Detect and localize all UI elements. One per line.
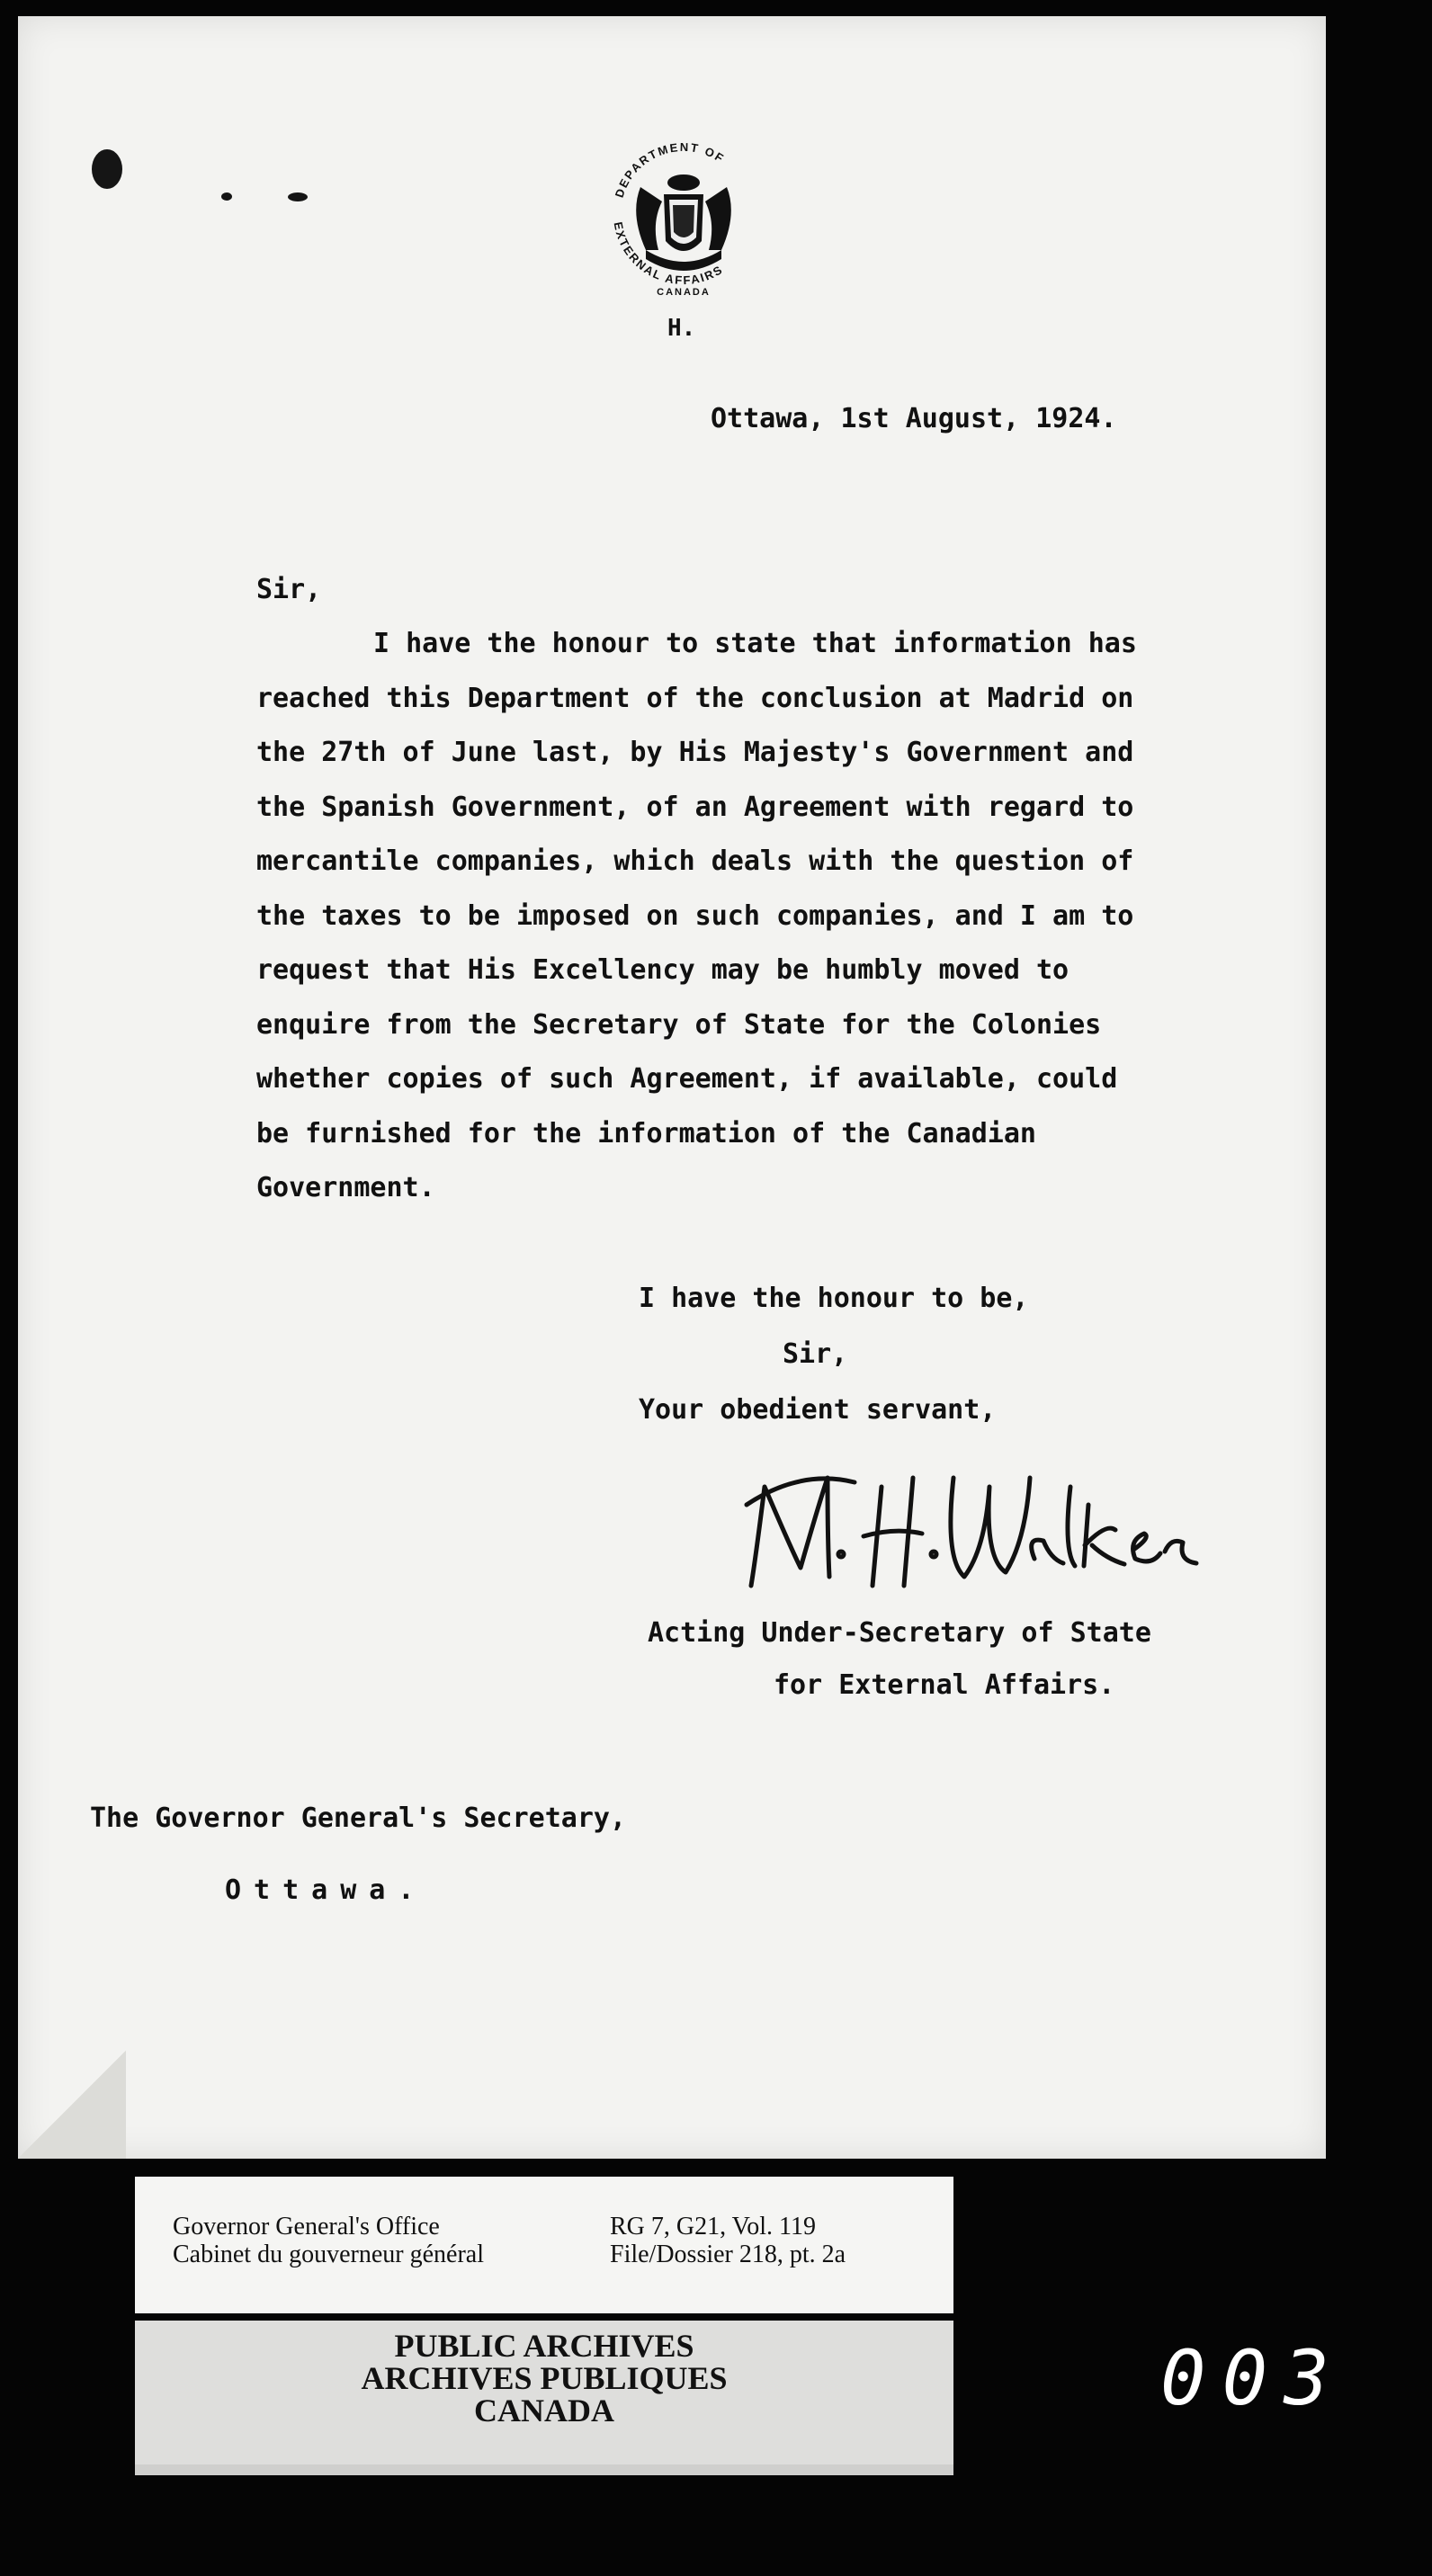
file-dossier: File/Dossier 218, pt. 2a bbox=[610, 2241, 846, 2268]
body-line: request that His Excellency may be humbly moved to bbox=[256, 954, 1070, 986]
office-fr: Cabinet du gouverneur général bbox=[173, 2241, 484, 2268]
archive-label bbox=[135, 2177, 953, 2313]
file-mark: H. bbox=[667, 315, 696, 342]
coat-of-arms-icon bbox=[594, 115, 774, 331]
department-crest bbox=[594, 115, 774, 342]
ink-speck bbox=[288, 192, 308, 201]
body-line: the 27th of June last, by His Majesty's Government and bbox=[256, 737, 1134, 768]
record-group: RG 7, G21, Vol. 119 bbox=[610, 2213, 816, 2241]
body-line: reached this Department of the conclusion at Madrid on bbox=[256, 682, 1134, 714]
office-column bbox=[173, 2213, 484, 2268]
archives-line: CANADA bbox=[474, 2393, 614, 2428]
signature-icon bbox=[729, 1451, 1214, 1604]
body-line: be furnished for the information of the Canadian bbox=[256, 1117, 1036, 1149]
frame-counter: 003 bbox=[1160, 2337, 1346, 2419]
ink-smudge bbox=[92, 149, 122, 189]
archives-stamp bbox=[135, 2321, 953, 2464]
svg-text:CANADA: CANADA bbox=[657, 287, 711, 298]
body-line: Government. bbox=[256, 1172, 435, 1203]
body-line: the Spanish Government, of an Agreement with regard to bbox=[256, 791, 1134, 823]
folded-corner bbox=[18, 2051, 126, 2159]
office-en: Governor General's Office bbox=[173, 2213, 440, 2241]
body-line: mercantile companies, which deals with the question of bbox=[256, 845, 1134, 877]
complimentary-close bbox=[639, 1271, 1028, 1438]
closing-line: Sir, bbox=[783, 1338, 848, 1370]
svg-text:EXTERNAL AFFAIRS: EXTERNAL AFFAIRS bbox=[611, 220, 726, 288]
body-line: I have the honour to state that information has bbox=[373, 628, 1137, 659]
signatory-title: Acting Under-Secretary of State bbox=[648, 1617, 1151, 1649]
signatory-department: for External Affairs. bbox=[774, 1669, 1115, 1701]
label-strip bbox=[135, 2464, 953, 2475]
body-line: enquire from the Secretary of State for the Colonies bbox=[256, 1008, 1102, 1041]
place-and-date: Ottawa, 1st August, 1924. bbox=[711, 403, 1117, 434]
body-line: whether copies of such Agreement, if available, could bbox=[256, 1063, 1118, 1095]
archives-line: PUBLIC ARCHIVES bbox=[394, 2328, 694, 2364]
letter-body bbox=[256, 617, 1183, 1216]
reference-column bbox=[610, 2213, 846, 2268]
addressee: The Governor General's Secretary, bbox=[90, 1802, 627, 1834]
addressee-city: Ottawa. bbox=[225, 1874, 427, 1906]
archives-line: ARCHIVES PUBLIQUES bbox=[361, 2360, 728, 2396]
closing-line: Your obedient servant, bbox=[639, 1394, 997, 1426]
handwritten-signature bbox=[729, 1451, 1214, 1604]
ink-speck bbox=[221, 192, 232, 201]
body-line: the taxes to be imposed on such companies, and I am to bbox=[256, 899, 1134, 932]
salutation: Sir, bbox=[256, 574, 322, 605]
letter-page bbox=[18, 16, 1326, 2159]
svg-text:DEPARTMENT OF: DEPARTMENT OF bbox=[612, 139, 728, 200]
closing-line: I have the honour to be, bbox=[639, 1283, 1029, 1314]
